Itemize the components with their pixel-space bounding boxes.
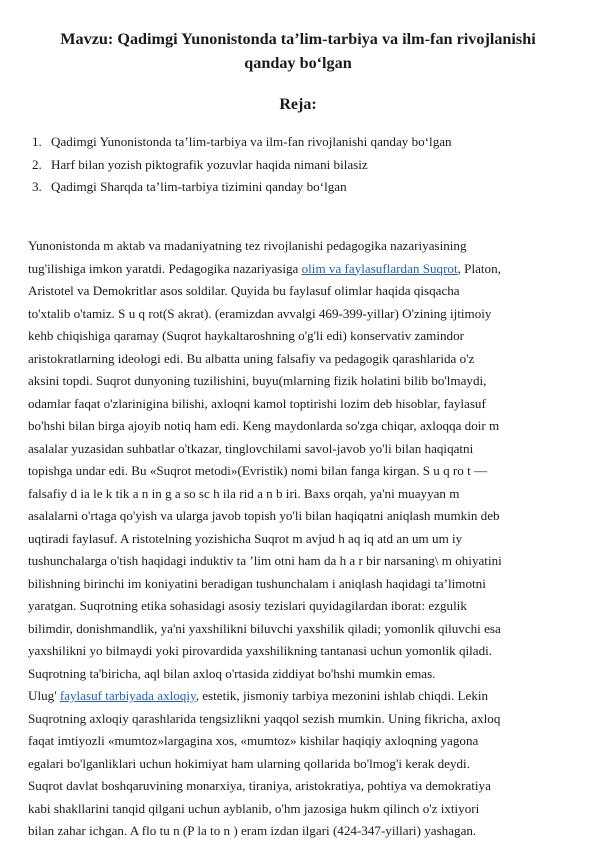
plan-item-text: Harf bilan yozish piktografik yozuvlar haqida nimani bilasiz	[51, 156, 368, 172]
link-philosophers-suqrot[interactable]: olim va faylasuflardan Suqrot	[301, 260, 458, 276]
plan-item	[32, 154, 452, 177]
body-line: kabi shakllarini tanqid qilgani uchun ayblanib, o'hm jazosiga hukm qilinch o'z ixtiyori	[28, 800, 480, 816]
body-line: Aristotel va Demokritlar asos soldilar. Quyida bu faylasuf olimlar haqida qisqacha	[28, 283, 460, 298]
body-line: aristokratlarning ideologi edi. Bu albatta uning falsafiy va pedagogik qarashlarida o'z	[28, 350, 475, 366]
body-line: bilishning birinchi im koniyatini beradigan tushunchalam i aniqlash haqidagi ta’limotni	[28, 575, 486, 591]
body-paragraph	[28, 235, 573, 843]
title-line-2: qanday bo‘lgan	[244, 54, 352, 72]
link-philosopher-moral-education[interactable]: faylasuf tarbiyada axloqiy	[59, 688, 196, 703]
body-line: tushunchalarga o'tish haqidagi induktiv ta ’lim otni ham da h a r bir narsaning\ m ohiyatini	[28, 553, 502, 568]
body-text-segment: tug'ilishiga imkon yaratdi. Pedagogika nazariyasiga	[28, 260, 302, 276]
body-line: bilan zahar ichgan. A flo tu n (P la to n ) eram izdan ilgari (424-347-yillari) yashagan.	[28, 823, 477, 838]
plan-item	[32, 176, 452, 199]
body-line: Suqrotning axloqiy qarashlarida tengsizlikni yaqqol sezish mumkin. Uning fikricha, axloq	[28, 710, 501, 726]
body-line: Yunonistonda m aktab va madaniyatning tez rivojlanishi pedagogika nazariyasining	[28, 238, 467, 253]
body-line	[28, 685, 573, 708]
plan-item-text: Qadimgi Yunonistonda ta’lim-tarbiya va ilm-fan rivojlanishi qanday bo‘lgan	[51, 134, 452, 149]
body-line: odamlar faqat o'zlarinigina bilishi, axloqni kamol toptirishi lozim deb hisoblar, faylasuf	[28, 395, 486, 411]
body-line: faqat imtiyozli «mumtoz»largagina xos, «mumtoz» kishilar haqiqiy axloqning yagona	[28, 733, 479, 748]
body-line: Suqrot davlat boshqaruvining monarxiya, tiraniya, aristokratiya, pohtiya va demokratiya	[28, 778, 491, 793]
body-line: uqtiradi faylasuf. A ristotelning yozishicha Suqrot m avjud h aq iq atd an um um iy	[28, 530, 463, 546]
body-text-segment: , Platon,	[457, 260, 501, 276]
body-line: aksini topdi. Suqrot dunyoning tuzilishini, buyu(mlarning fizik holatini bilib bo'lmaydi,	[28, 373, 487, 388]
body-line	[28, 258, 573, 281]
plan-item-number: 1.	[32, 134, 42, 149]
plan-item-number: 3.	[32, 179, 42, 194]
body-text-segment: Ulug'	[28, 688, 60, 703]
body-line: egalari bo'lganliklari uchun hokimiyat ham ularning qollarida bo'lmog'i kerak deydi.	[28, 755, 470, 771]
body-line: asalalar yuzasidan suhbatlar o'tkazar, tinglovchilami savol-javob yo'li bilan haqiqatni	[28, 440, 474, 456]
page-title	[28, 27, 568, 75]
body-line: falsafiy d ia le k tik a n in g a so sc h ila rid a n b iri. Baxs orqah, ya'ni muayyan m	[28, 485, 460, 501]
title-line-1: Mavzu: Qadimgi Yunonistonda ta’lim-tarbiya va ilm-fan rivojlanishi	[60, 30, 536, 48]
body-text-segment: , estetik, jismoniy tarbiya mezonini ishlab chiqdi. Lekin	[195, 688, 489, 703]
body-line: bo'hshi bilan birga ajoyib notiq ham edi. Keng maydonlarda so'zga chiqar, axloqqa doir m	[28, 418, 500, 433]
body-line: topishga undar edi. Bu «Suqrot metodi»(Evristik) nomi bilan fanga kirgan. S u q ro t —	[28, 463, 488, 478]
plan-item-number: 2.	[32, 156, 42, 172]
plan-item	[32, 131, 452, 154]
body-line: yaratgan. Suqrotning etika sohasidagi asosiy tezislari quyidagilardan iborat: ezgulik	[28, 598, 467, 613]
body-line: to'xtalib o'tamiz. S u q rot(S akrat). (eramizdan avvalgi 469-399-yillar) O'zining ijtimoiy	[28, 305, 492, 321]
body-line: asalalarni o'rtaga qo'yish va ularga javob topish yo'li bilan haqiqatni aniqlash mumkin deb	[28, 508, 500, 523]
body-line: kehb chiqishiga qaramay (Suqrot haykaltaroshning o'g'li edi) konservativ zamindor	[28, 328, 464, 343]
plan-list	[32, 131, 452, 199]
body-line: yaxshilikni yo bilmaydi yoki pirovardida yaxshilikning tantanasi uchun yomonlik qiladi.	[28, 643, 493, 658]
plan-item-text: Qadimgi Sharqda ta’lim-tarbiya tizimini qanday bo‘lgan	[51, 179, 347, 194]
body-line: bilimdir, donishmandlik, ya'ni yaxshilikni biluvchi yaxshilik qiladi; yomonlik qiluvchi esa	[28, 620, 501, 636]
body-line: Suqrotning ta'biricha, aql bilan axloq o'rtasida ziddiyat bo'hshi mumkin emas.	[28, 665, 436, 681]
plan-heading: Reja:	[279, 96, 317, 113]
